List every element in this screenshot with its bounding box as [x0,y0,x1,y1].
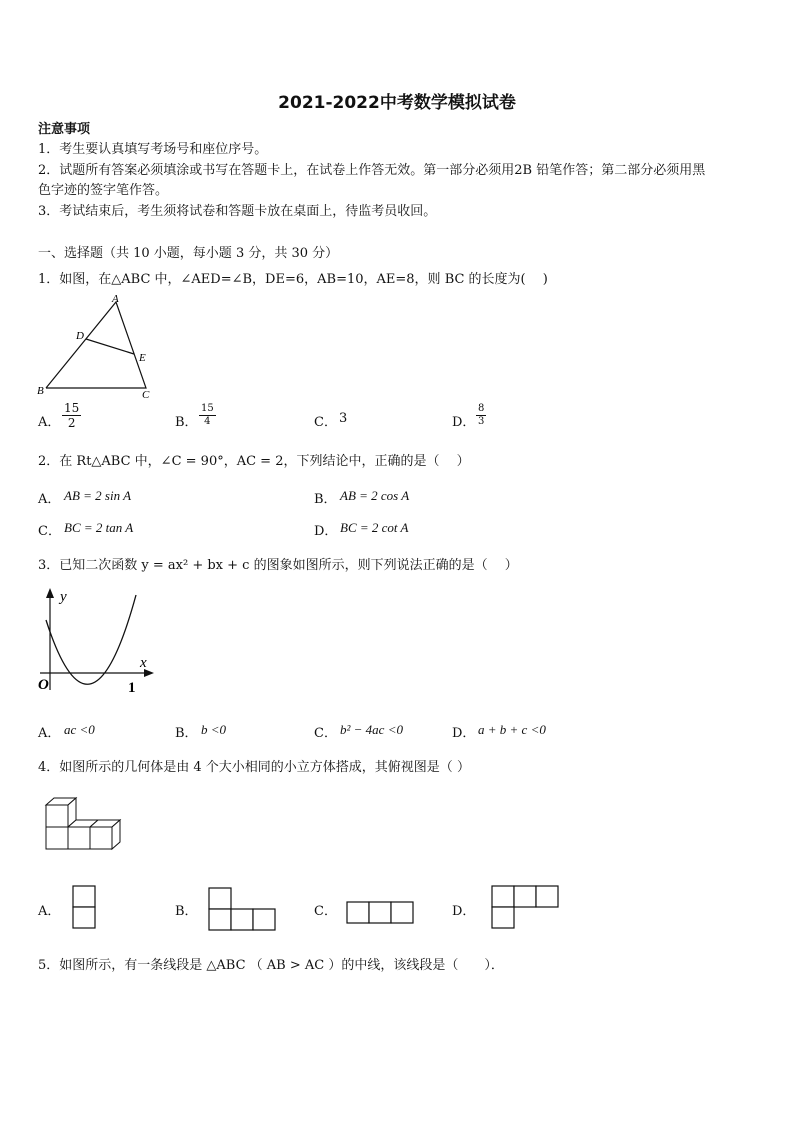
option-value: 3 [339,411,348,426]
option-text: AB = 2 cos A [340,488,410,503]
notice-heading: 注意事项 [38,122,91,137]
vertex-label: A [112,293,119,305]
top-view-option-b [208,887,278,933]
parabola-graph [36,585,156,697]
axis-label-y: y [60,589,67,605]
triangle-figure [36,290,156,402]
cube-solid-figure [42,795,126,855]
option-text: a + b + c <0 [478,722,546,737]
option-label: C． [314,415,337,430]
top-view-option-d [491,885,561,931]
option-label: D． [452,726,476,741]
option-label: A． [38,492,61,507]
option-label: D． [452,904,476,919]
tick-label: 1 [128,680,136,696]
question-1-stem: 1．如图，在△ABC 中，∠AED=∠B，DE=6，AB=10，AE=8，则 BC 的长度为( ) [38,272,548,287]
option-label: C． [38,524,61,539]
vertex-label: B [37,385,44,397]
top-view-option-a [72,885,98,931]
option-text: b <0 [201,722,227,737]
option-text: AB = 2 sin A [64,488,132,503]
option-fraction: $\frac{15}{4}$ [201,403,214,427]
page-title: 2021-2022中考数学模拟试卷 [278,93,516,113]
option-text: b² − 4ac <0 [340,722,403,737]
question-2-stem: 2．在 Rt△ABC 中，∠C = 90°，AC = 2，下列结论中，正确的是（ ） [38,454,470,469]
notice-item: 色字迹的签字笔作答。 [38,183,169,198]
option-fraction: $\frac{15}{2}$ [64,401,80,430]
option-label: B． [175,726,198,741]
option-label: D． [452,415,476,430]
option-label: A． [38,726,61,741]
option-text: BC = 2 cot A [340,520,409,535]
vertex-label: D [76,330,84,342]
notice-item: 3．考试结束后，考生须将试卷和答题卡放在桌面上，待监考员收回。 [38,204,437,219]
option-label: C． [314,904,337,919]
option-label: B． [175,904,198,919]
notice-item: 2．试题所有答案必须填涂或书写在答题卡上，在试卷上作答无效。第一部分必须用2B 铅笔作答；第二部分必须用黑 [38,163,706,178]
question-4-stem: 4．如图所示的几何体是由 4 个大小相同的小立方体搭成，其俯视图是（ ） [38,760,470,775]
vertex-label: E [139,352,146,364]
section-heading: 一、选择题（共 10 小题，每小题 3 分，共 30 分） [38,246,339,261]
notice-item: 1．考生要认真填写考场号和座位序号。 [38,142,268,157]
option-label: A． [38,904,61,919]
question-5-stem: 5．如图所示，有一条线段是 △ABC （ AB > AC ）的中线，该线段是（ ）． [38,958,504,973]
axis-label-x: x [140,655,147,671]
top-view-option-c [346,901,416,926]
option-label: C． [314,726,337,741]
option-text: ac <0 [64,722,95,737]
option-label: B． [314,492,337,507]
option-label: B． [175,415,198,430]
vertex-label: C [142,389,150,401]
origin-label: O [38,677,49,693]
option-label: D． [314,524,338,539]
question-3-stem: 3．已知二次函数 y = ax² + bx + c 的图象如图所示，则下列说法正确的是（ ） [38,558,518,573]
option-fraction: $\frac{8}{3}$ [478,403,485,427]
option-label: A． [38,415,61,430]
option-text: BC = 2 tan A [64,520,134,535]
